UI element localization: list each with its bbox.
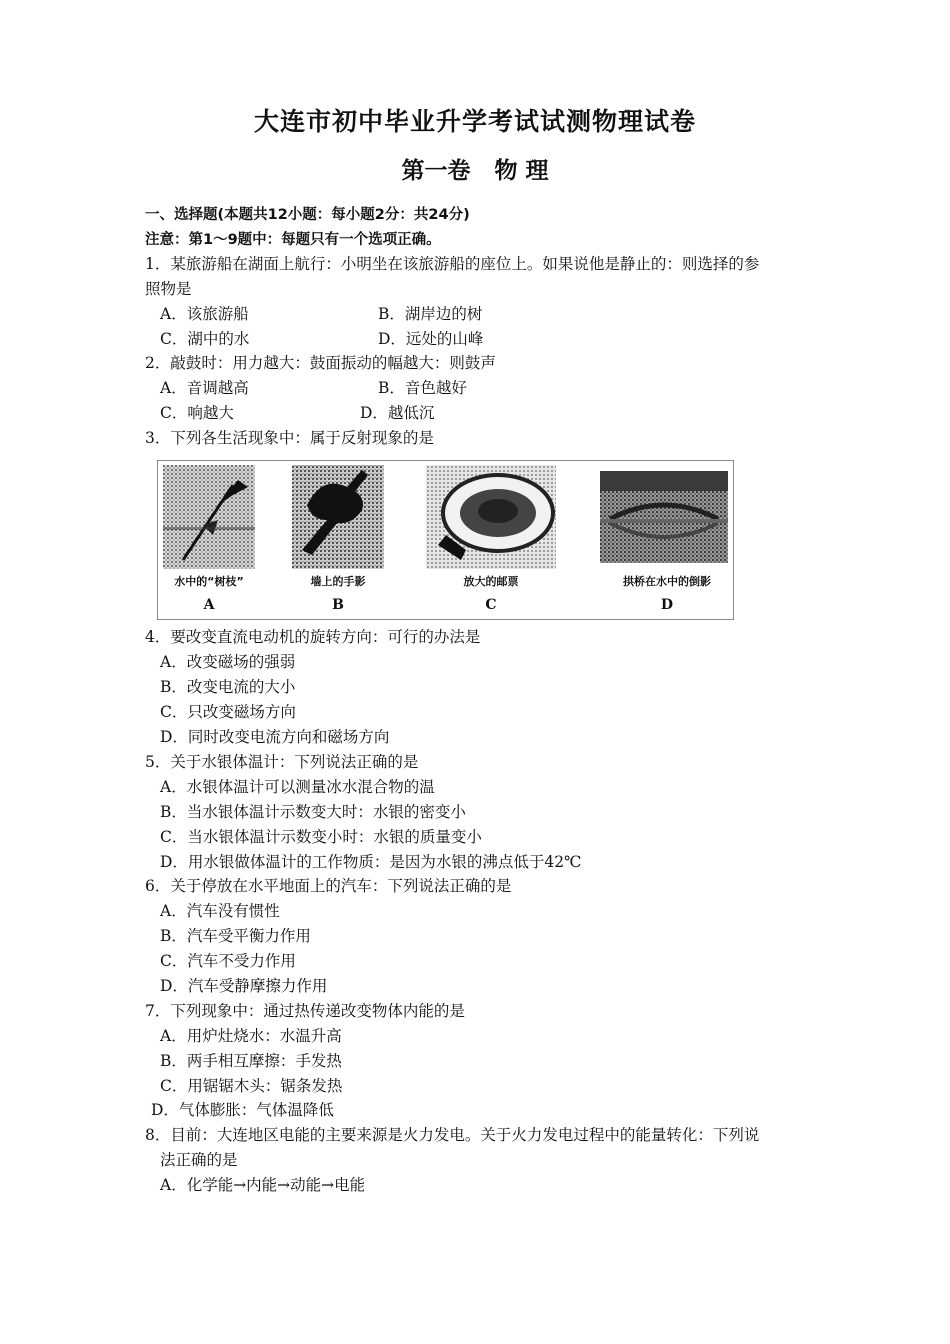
- q1-option-c: C．湖中的水: [160, 330, 250, 348]
- q8-stem-line2: 法正确的是: [160, 1151, 238, 1169]
- q2-stem: 2．敲鼓时：用力越大：鼓面振动的幅越大：则鼓声: [145, 354, 496, 372]
- figure-letter-a: A: [203, 597, 215, 613]
- bridge-reflection-image: [600, 471, 728, 563]
- q6-option-b: B．汽车受平衡力作用: [160, 927, 311, 945]
- q6-option-c: C．汽车不受力作用: [160, 952, 296, 970]
- q6-option-a: A．汽车没有惯性: [160, 902, 280, 920]
- section-note: 注意：第1～9题中：每题只有一个选项正确。: [145, 232, 441, 248]
- figure-letter-b: B: [332, 597, 344, 613]
- q3-figure: [157, 460, 734, 620]
- page-title: 大连市初中毕业升学考试试测物理试卷: [253, 107, 696, 136]
- figure-caption-d: 拱桥在水中的倒影: [623, 575, 711, 588]
- q4-option-b: B．改变电流的大小: [160, 678, 296, 696]
- q6-option-d: D．汽车受静摩擦力作用: [160, 977, 328, 995]
- figure-panel-c: [426, 465, 556, 569]
- figure-letter-d: D: [660, 597, 674, 613]
- q4-option-c: C．只改变磁场方向: [160, 703, 296, 721]
- q5-option-d: D．用水银做体温计的工作物质：是因为水银的沸点低于42℃: [160, 853, 582, 871]
- hand-shadow-image: [292, 465, 384, 569]
- figure-panel-a: [163, 465, 255, 569]
- q7-stem: 7．下列现象中：通过热传递改变物体内能的是: [145, 1002, 465, 1020]
- figure-letter-c: C: [485, 597, 497, 613]
- branch-in-water-image: [163, 465, 255, 569]
- q4-stem: 4．要改变直流电动机的旋转方向：可行的办法是: [145, 628, 481, 646]
- q1-option-a: A．该旅游船: [160, 305, 249, 323]
- q5-option-c: C．当水银体温计示数变小时：水银的质量变小: [160, 828, 482, 846]
- q4-option-d: D．同时改变电流方向和磁场方向: [160, 728, 390, 746]
- q5-stem: 5．关于水银体温计：下列说法正确的是: [145, 753, 419, 771]
- figure-caption-b: 墙上的手影: [310, 575, 366, 588]
- q5-option-b: B．当水银体温计示数变大时：水银的密变小: [160, 803, 466, 821]
- q7-option-d: D．气体膨胀：气体温降低: [151, 1101, 334, 1119]
- section-heading: 一、选择题(本题共12小题：每小题2分：共24分): [145, 207, 470, 223]
- q1-option-b: B．湖岸边的树: [378, 305, 483, 323]
- q3-stem: 3．下列各生活现象中：属于反射现象的是: [145, 429, 434, 447]
- q1-stem-line2: 照物是: [145, 280, 192, 298]
- figure-caption-a: 水中的“树枝”: [174, 575, 244, 588]
- magnified-stamp-image: [426, 465, 556, 569]
- q1-option-d: D．远处的山峰: [378, 330, 484, 348]
- q6-stem: 6．关于停放在水平地面上的汽车：下列说法正确的是: [145, 877, 512, 895]
- q7-option-b: B．两手相互摩擦：手发热: [160, 1052, 342, 1070]
- page-subtitle: 第一卷 物 理: [401, 158, 549, 184]
- figure-panel-d: [600, 471, 728, 563]
- q4-option-a: A．改变磁场的强弱: [160, 653, 296, 671]
- q2-option-d: D．越低沉: [360, 404, 435, 422]
- q7-option-c: C．用锯锯木头：锯条发热: [160, 1077, 343, 1095]
- q1-stem-line1: 1．某旅游船在湖面上航行：小明坐在该旅游船的座位上。如果说他是静止的：则选择的参: [145, 255, 760, 273]
- q8-option-a: A．化学能→内能→动能→电能: [160, 1176, 366, 1194]
- q7-option-a: A．用炉灶烧水：水温升高: [160, 1027, 342, 1045]
- figure-panel-b: [292, 465, 384, 569]
- q8-stem-line1: 8．目前：大连地区电能的主要来源是火力发电。关于火力发电过程中的能量转化：下列说: [145, 1126, 760, 1144]
- figure-caption-c: 放大的邮票: [463, 575, 519, 588]
- q5-option-a: A．水银体温计可以测量冰水混合物的温: [160, 778, 435, 796]
- q2-option-a: A．音调越高: [160, 379, 249, 397]
- q2-option-c: C．响越大: [160, 404, 234, 422]
- q2-option-b: B．音色越好: [378, 379, 467, 397]
